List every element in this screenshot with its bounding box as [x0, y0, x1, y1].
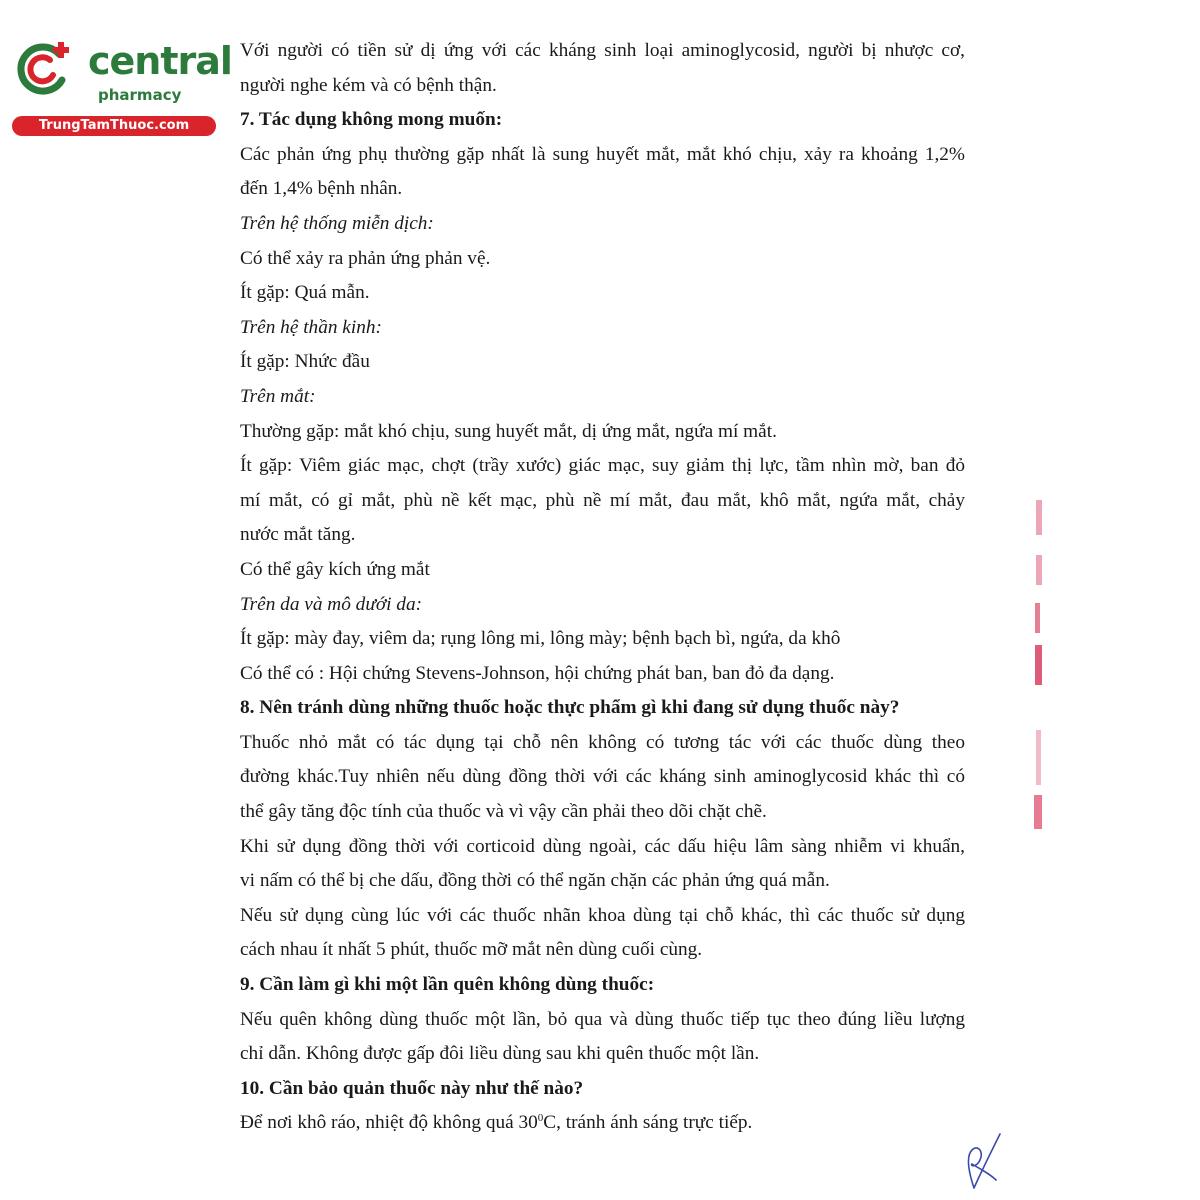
- text-line: Ít gặp: Quá mẫn.: [240, 282, 370, 304]
- logo-brand-name: central: [88, 39, 232, 83]
- red-stamp-marks: [1018, 495, 1058, 835]
- text-line: đến 1,4% bệnh nhân.: [240, 178, 403, 200]
- text-line: người nghe kém và có bệnh thận.: [240, 74, 497, 96]
- logo-url-badge: TrungTamThuoc.com: [12, 116, 216, 136]
- logo: [8, 36, 232, 136]
- text-line: Nếu quên không dùng thuốc một lần, bỏ qua và dùng thuốc tiếp tục theo đúng liều lượng: [240, 1008, 965, 1030]
- document-body: [240, 34, 965, 1106]
- text-line: chỉ dẫn. Không được gấp đôi liều dùng sau khi quên thuốc một lần.: [240, 1043, 760, 1065]
- text-line: Nếu sử dụng cùng lúc với các thuốc nhãn khoa dùng tại chỗ khác, thì các thuốc sử dụng: [240, 904, 965, 926]
- pharmacy-cross-logo-icon: [14, 40, 72, 98]
- text-line: Khi sử dụng đồng thời với corticoid dùng ngoài, các dấu hiệu lâm sàng nhiễm vi khuẩn,: [240, 835, 965, 857]
- subsection-label: Trên hệ thống miễn dịch:: [240, 212, 434, 234]
- storage-text-before: Để nơi khô ráo, nhiệt độ không quá 30: [240, 1112, 538, 1133]
- storage-text-after: C, tránh ánh sáng trực tiếp.: [543, 1112, 753, 1133]
- subsection-label: Trên da và mô dưới da:: [240, 593, 423, 615]
- text-line: mí mắt, có gỉ mắt, phù nề kết mạc, phù nề mí mắt, đau mắt, khô mắt, ngứa mắt, chảy: [240, 489, 965, 511]
- text-line: vi nấm có thể bị che dấu, đồng thời có thể ngăn chặn các phản ứng quá mẫn.: [240, 870, 830, 892]
- text-line: Các phản ứng phụ thường gặp nhất là sung huyết mắt, mắt khó chịu, xảy ra khoảng 1,2%: [240, 143, 965, 165]
- subsection-label: Trên mắt:: [240, 385, 316, 407]
- text-line: cách nhau ít nhất 5 phút, thuốc mỡ mắt nên dùng cuối cùng.: [240, 939, 703, 961]
- text-line: nước mắt tăng.: [240, 524, 356, 546]
- section-heading: 9. Cần làm gì khi một lần quên không dùng thuốc:: [240, 974, 655, 996]
- text-line: đường khác.Tuy nhiên nếu dùng đồng thời với các kháng sinh aminoglycosid khác thì có: [240, 766, 965, 788]
- text-line: Có thể xảy ra phản ứng phản vệ.: [240, 247, 491, 269]
- text-line: Thường gặp: mắt khó chịu, sung huyết mắt, dị ứng mắt, ngứa mí mắt.: [240, 420, 777, 442]
- text-line: thể gây tăng độc tính của thuốc và vì vậy cần phải theo dõi chặt chẽ.: [240, 801, 767, 823]
- storage-instruction: [240, 1106, 752, 1141]
- text-line: Có thể gây kích ứng mắt: [240, 558, 430, 580]
- text-line: Ít gặp: mày đay, viêm da; rụng lông mi, lông mày; bệnh bạch bì, ngứa, da khô: [240, 628, 841, 650]
- signature-mark: [960, 1130, 1010, 1192]
- subsection-label: Trên hệ thần kinh:: [240, 316, 382, 338]
- section-heading: 10. Cần bảo quản thuốc này như thế nào?: [240, 1077, 584, 1099]
- text-line: Ít gặp: Viêm giác mạc, chợt (trầy xước) giác mạc, suy giảm thị lực, tầm nhìn mờ, ban đỏ: [240, 455, 965, 477]
- text-line: Có thể có : Hội chứng Stevens-Johnson, hội chứng phát ban, ban đỏ đa dạng.: [240, 662, 835, 684]
- section-heading: 8. Nên tránh dùng những thuốc hoặc thực phẩm gì khi đang sử dụng thuốc này?: [240, 697, 900, 719]
- text-line: Ít gặp: Nhức đầu: [240, 351, 370, 373]
- text-line: Thuốc nhỏ mắt có tác dụng tại chỗ nên không có tương tác với các thuốc dùng theo: [240, 731, 965, 753]
- degree-superscript: 0: [537, 1112, 544, 1124]
- logo-subtitle: pharmacy: [98, 86, 182, 104]
- text-line: Với người có tiền sử dị ứng với các kháng sinh loại aminoglycosid, người bị nhược cơ,: [240, 40, 965, 61]
- section-heading: 7. Tác dụng không mong muốn:: [240, 109, 503, 131]
